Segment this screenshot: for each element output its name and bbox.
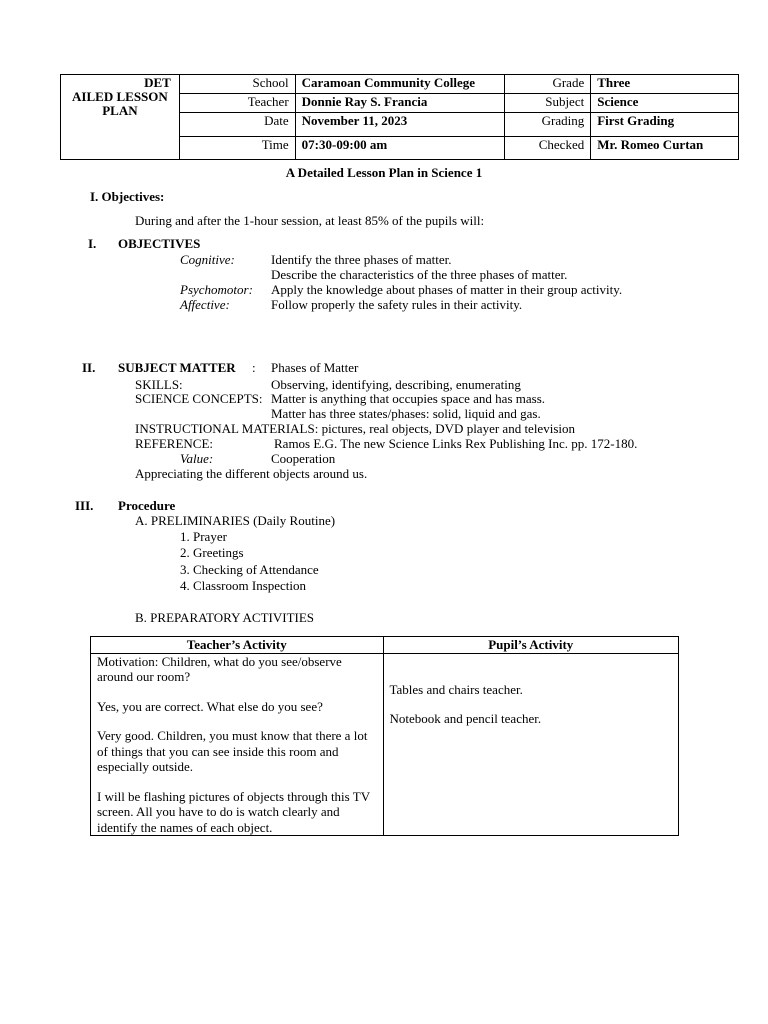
pupil-activity-header: Pupil’s Activity [383,637,679,654]
teacher-label: Teacher [179,94,295,113]
objective-item: Identify the three phases of matter. [271,252,452,267]
section-3-heading: Procedure [118,498,176,513]
science-concepts-label: SCIENCE CONCEPTS: [135,391,263,406]
date-value: November 11, 2023 [295,113,505,137]
header-title [61,75,180,160]
preparatory-activities-heading: B. PREPARATORY ACTIVITIES [135,610,315,625]
reference-label: REFERENCE: [135,436,214,451]
pupil-activity-cell [383,653,679,836]
science-concept-1: Matter is anything that occupies space and has mass. [271,391,546,406]
skills-text: Observing, identifying, describing, enumerating [271,377,521,392]
cognitive-label: Cognitive: [180,252,235,267]
objective-item: Describe the characteristics of the three phases of matter. [271,267,568,282]
routine-item: 4. Classroom Inspection [180,578,307,593]
teacher-value: Donnie Ray S. Francia [295,94,505,113]
grading-label: Grading [505,113,591,137]
subject-matter-topic: Phases of Matter [271,360,359,375]
lesson-plan-header-table [60,74,739,160]
checked-label: Checked [505,137,591,160]
document-title: A Detailed Lesson Plan in Science 1 [285,165,483,180]
appreciating-text: Appreciating the different objects around us. [135,466,368,481]
routine-item: 1. Prayer [180,529,227,544]
section-2-heading: SUBJECT MATTER [118,360,236,375]
pupil-activity-paragraph: Notebook and pencil teacher. [389,711,542,726]
teacher-activity-paragraph: Yes, you are correct. What else do you see? [97,698,323,714]
time-value: 07:30-09:00 am [295,137,505,160]
time-label: Time [179,137,295,160]
section-3-numeral: III. [75,498,94,513]
checked-value: Mr. Romeo Curtan [591,137,739,160]
grade-label: Grade [505,75,591,94]
reference-text: Ramos E.G. The new Science Links Rex Publishing Inc. pp. 172-180. [274,436,638,451]
instructional-materials: INSTRUCTIONAL MATERIALS: pictures, real objects, DVD player and television [135,421,575,436]
value-label: Value: [180,451,214,466]
grading-value: First Grading [591,113,739,137]
affective-label: Affective: [180,297,230,312]
value-text: Cooperation [271,451,336,466]
science-concept-2: Matter has three states/phases: solid, liquid and gas. [271,406,541,421]
header-title-line-1: DET [144,75,171,90]
objective-item: Apply the knowledge about phases of matter in their group activity. [271,282,623,297]
pupil-activity-paragraph: Tables and chairs teacher. [389,681,523,697]
school-value: Caramoan Community College [295,75,505,94]
activity-table [90,636,679,836]
routine-item: 3. Checking of Attendance [180,562,319,577]
section-1-numeral: I. [88,236,97,251]
teacher-activity-paragraph: Motivation: Children, what do you see/observe around our room? [97,653,342,684]
objective-item: Follow properly the safety rules in their activity. [271,297,523,312]
section-2-colon: : [252,360,256,375]
psychomotor-label: Psychomotor: [180,282,253,297]
date-label: Date [179,113,295,137]
section-2-numeral: II. [82,360,96,375]
routine-item: 2. Greetings [180,545,244,560]
preliminaries-heading: A. PRELIMINARIES (Daily Routine) [135,513,336,528]
section-1-heading: OBJECTIVES [118,236,201,251]
header-title-line-3: PLAN [102,103,138,118]
header-title-line-2: AILED LESSON [72,89,168,104]
teacher-activity-header: Teacher’s Activity [91,637,384,654]
skills-label: SKILLS: [135,377,183,392]
grade-value: Three [591,75,739,94]
teacher-activity-cell [91,653,384,836]
school-label: School [179,75,295,94]
objectives-intro-text: During and after the 1-hour session, at least 85% of the pupils will: [135,213,485,228]
teacher-activity-paragraph: Very good. Children, you must know that there a lot of things that you can see inside this room and especially outside. [97,728,368,774]
subject-value: Science [591,94,739,113]
objectives-intro-heading: I. Objectives: [90,189,165,204]
teacher-activity-paragraph: I will be flashing pictures of objects through this TV screen. All you have to do is watch clearly and identify the names of each object. [97,788,370,835]
subject-label: Subject [505,94,591,113]
